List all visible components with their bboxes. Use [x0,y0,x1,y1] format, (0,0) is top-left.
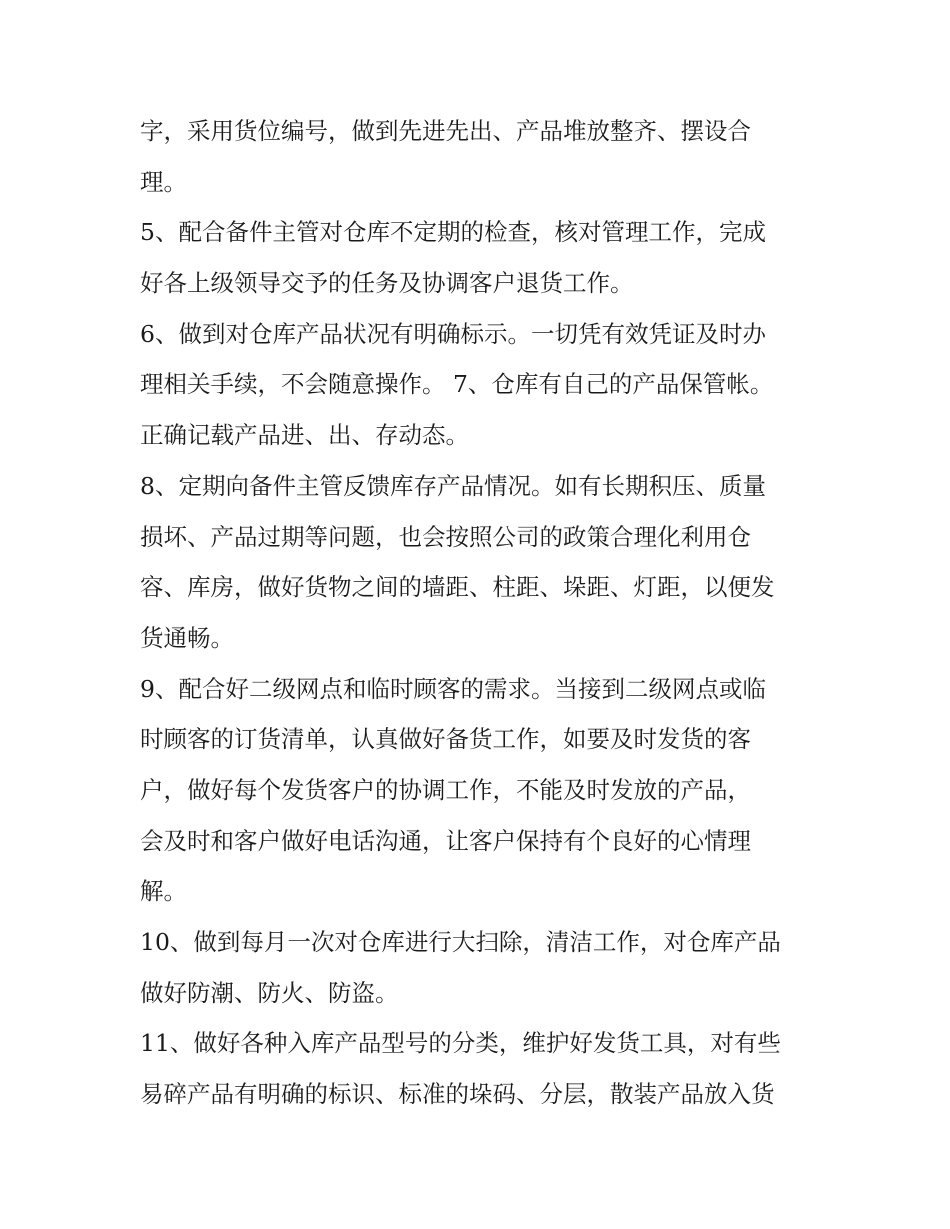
text-line: 理相关手续，不会随意操作。 7、仓库有自己的产品保管帐。 [140,370,774,399]
text-line: 好各上级领导交予的任务及协调客户退货工作。 [140,269,634,298]
text-line: 做好防潮、防火、防盗。 [140,978,399,1007]
text-line: 8、定期向备件主管反馈库存产品情况。如有长期积压、质量 [140,471,766,500]
text-line: 时顾客的订货清单，认真做好备货工作，如要及时发货的客 [140,725,751,754]
text-line: 字，采用货位编号，做到先进先出、产品堆放整齐、摆设合 [140,117,751,145]
text-line: 11、做好各种入库产品型号的分类，维护好发货工具，对有些 [140,1029,781,1058]
text-line: 货通畅。 [140,623,234,652]
text-line: 6、做到对仓库产品状况有明确标示。一切凭有效凭证及时办 [140,319,766,348]
text-line: 解。 [140,877,187,906]
text-line: 正确记载产品进、出、存动态。 [140,421,469,450]
text-line: 会及时和客户做好电话沟通，让客户保持有个良好的心情理 [140,826,751,855]
text-line: 易碎产品有明确的标识、标准的垛码、分层，散装产品放入货 [140,1080,775,1109]
document-body [140,106,830,1120]
text-line: 损坏、产品过期等问题，也会按照公司的政策合理化利用仓 [140,522,751,551]
text-line: 容、库房，做好货物之间的墙距、柱距、垛距、灯距，以便发 [140,573,775,602]
text-line: 10、做到每月一次对仓库进行大扫除，清洁工作，对仓库产品 [140,928,781,956]
text-line: 9、配合好二级网点和临时顾客的需求。当接到二级网点或临 [140,674,766,703]
text-line: 户，做好每个发货客户的协调工作，不能及时发放的产品， [140,775,751,804]
text-line: 5、配合备件主管对仓库不定期的检查，核对管理工作，完成 [140,218,766,247]
text-line: 理。 [140,167,187,196]
